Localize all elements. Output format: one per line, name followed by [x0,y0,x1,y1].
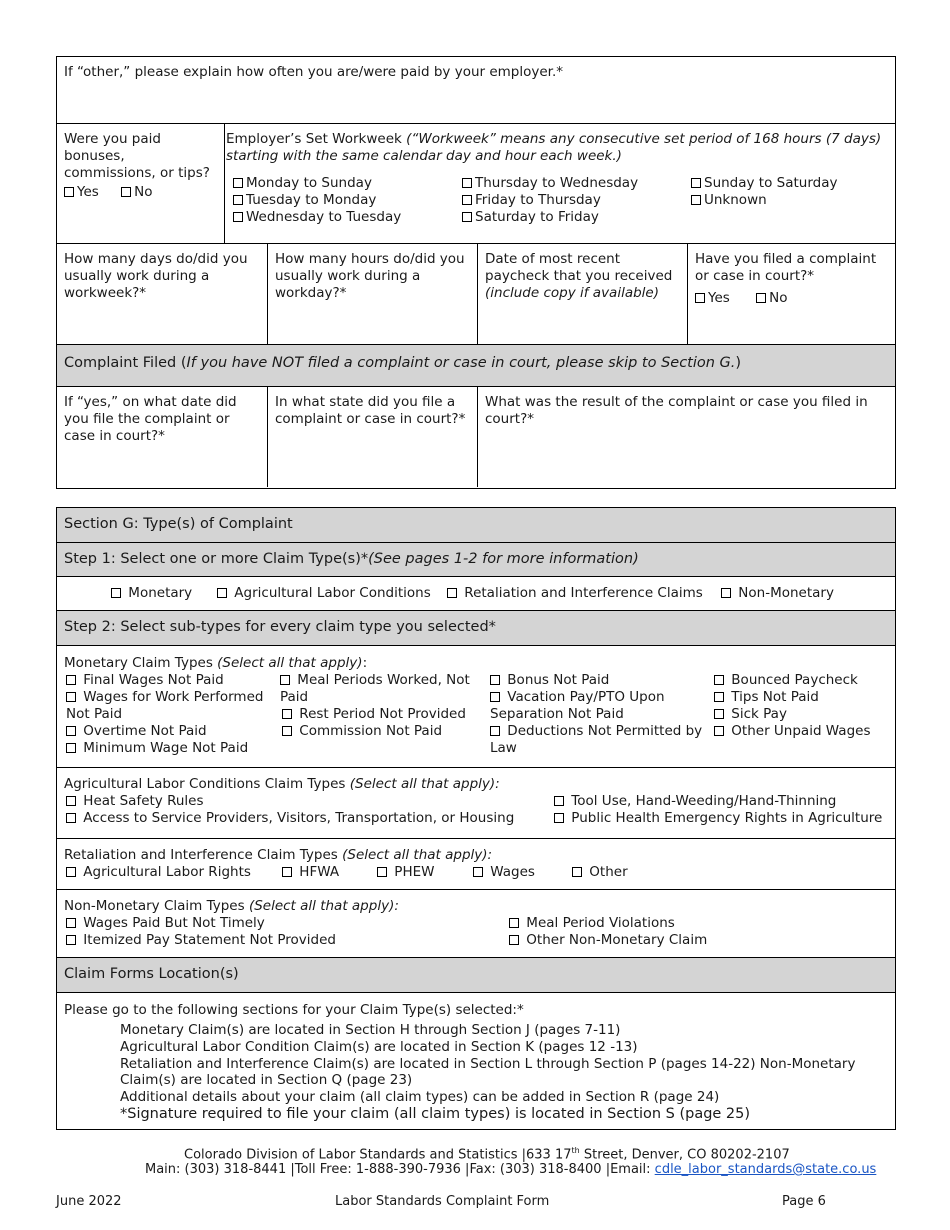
monetary-checkbox[interactable] [490,692,500,702]
nonmon-checkbox[interactable] [509,918,519,928]
filed-no-label: No [769,290,788,306]
ret-label: Other [589,864,628,880]
section-g-header [57,508,895,543]
ag-checkbox[interactable] [66,796,76,806]
footer-form-name: Labor Standards Complaint Form [335,1194,550,1209]
bonuses-cell [57,124,224,243]
monetary-label: Rest Period Not Provided [299,706,466,722]
other-explain-field[interactable] [57,57,895,123]
claim-forms-intro: Please go to the following sections for your Claim Type(s) selected:* [64,1002,524,1018]
monetary-checkbox[interactable] [66,743,76,753]
monetary-label-cont: Law [490,740,517,756]
step2-title: Step 2: Select sub-types for every claim type you selected* [64,619,496,635]
ag-label: Public Health Emergency Rights in Agriculture [571,810,883,826]
workweek-option: Wednesday to Tuesday [246,209,402,225]
nonmon-label: Itemized Pay Statement Not Provided [83,932,336,948]
monetary-checkbox[interactable] [66,726,76,736]
workweek-checkbox[interactable] [691,178,701,188]
complaint-details-row [57,387,895,487]
monetary-checkbox[interactable] [490,675,500,685]
claim-type-label: Retaliation and Interference Claims [464,585,703,601]
monetary-label: Bounced Paycheck [731,672,858,688]
claim-type-row [57,577,895,611]
ret-label: PHEW [394,864,435,880]
ag-title: Agricultural Labor Conditions Claim Types [64,776,346,792]
monetary-label-cont: Paid [280,689,309,705]
claim-type-label: Monetary [128,585,193,601]
monetary-label: Deductions Not Permitted by [507,723,703,739]
step1-note: (See pages 1-2 for more information) [368,551,639,567]
bonuses-question: Were you paid bonuses, commissions, or tips? [64,131,210,181]
footer-address-text: Colorado Division of Labor Standards and Statistics |633 17 [184,1147,572,1163]
ret-label: Wages [490,864,535,880]
monetary-label: Wages for Work Performed [83,689,264,705]
bonuses-yes-checkbox[interactable] [64,187,74,197]
claim-type-checkbox[interactable] [217,588,227,598]
monetary-label-cont: Separation Not Paid [490,706,624,722]
monetary-label: Final Wages Not Paid [83,672,224,688]
filed-cell [687,244,895,344]
monetary-label: Tips Not Paid [731,689,819,705]
claim-forms-line: Agricultural Labor Condition Claim(s) are located in Section K (pages 12 -13) [120,1039,638,1055]
email-link[interactable]: cdle_labor_standards@state.co.us [654,1162,877,1177]
complaint-result-question: What was the result of the complaint or case you filed in court?* [485,394,868,427]
footer-address [184,1146,790,1162]
monetary-label: Commission Not Paid [299,723,443,739]
complaint-filed-header [57,345,895,387]
section-g-table [56,507,896,1130]
monetary-label: Sick Pay [731,706,787,722]
monetary-label: Bonus Not Paid [507,672,610,688]
workweek-checkbox[interactable] [233,178,243,188]
monetary-checkbox[interactable] [280,675,290,685]
workweek-checkbox[interactable] [462,178,472,188]
complaint-result-cell[interactable] [477,387,895,487]
claim-forms-title: Claim Forms Location(s) [64,966,239,982]
ret-checkbox[interactable] [473,867,483,877]
workweek-checkbox[interactable] [233,212,243,222]
monetary-label: Minimum Wage Not Paid [83,740,249,756]
paycheck-note: (include copy if available) [485,285,659,301]
workweek-checkbox[interactable] [462,212,472,222]
monetary-checkbox[interactable] [66,692,76,702]
complaint-state-cell[interactable] [267,387,477,487]
workweek-title: Employer’s Set Workweek [226,131,402,147]
complaint-date-cell[interactable] [57,387,267,487]
footer-contact [145,1162,876,1177]
ag-checkbox[interactable] [554,813,564,823]
workweek-option: Thursday to Wednesday [475,175,639,191]
hours-cell[interactable] [267,244,477,344]
claim-forms-line: Monetary Claim(s) are located in Section H through Section J (pages 7-11) [120,1022,621,1038]
work-schedule-row [57,244,895,345]
monetary-checkbox[interactable] [714,726,724,736]
claim-type-label: Agricultural Labor Conditions [234,585,431,601]
select-all-note: (Select all that apply): [342,847,493,863]
workweek-checkbox[interactable] [233,195,243,205]
footer-contact-text: Main: (303) 318-8441 |Toll Free: 1-888-390-7936 |Fax: (303) 318-8400 |Email: [145,1162,655,1177]
complaint-filed-close: ) [735,355,742,371]
agricultural-subtypes [57,768,895,839]
ret-checkbox[interactable] [572,867,582,877]
claim-forms-header [57,958,895,993]
workweek-definition: (“Workweek” means any consecutive set period of 168 hours (7 days) starting with the same calendar day and hour each week.) [226,131,882,164]
workweek-option: Sunday to Saturday [704,175,838,191]
footer-date: June 2022 [56,1194,122,1209]
complaint-state-question: In what state did you file a complaint or case in court?* [275,394,466,427]
claim-type-label: Non-Monetary [738,585,834,601]
section-g-title: Section G: Type(s) of Complaint [64,516,293,532]
other-explain-row [57,57,895,124]
nonmon-label: Meal Period Violations [526,915,675,931]
nonmon-title: Non-Monetary Claim Types [64,898,245,914]
bonuses-no-checkbox[interactable] [121,187,131,197]
retaliation-subtypes [57,839,895,890]
nonmonetary-subtypes [57,890,895,958]
select-all-note: (Select all that apply): [349,776,500,792]
step2-header [57,611,895,646]
ag-label: Access to Service Providers, Visitors, Transportation, or Housing [83,810,515,826]
ag-checkbox[interactable] [554,796,564,806]
nonmon-checkbox[interactable] [66,935,76,945]
workweek-option: Monday to Sunday [246,175,372,191]
monetary-checkbox[interactable] [66,675,76,685]
step1-header [57,543,895,577]
footer-address-sup: th [571,1146,580,1155]
ret-title: Retaliation and Interference Claim Types [64,847,338,863]
monetary-checkbox[interactable] [714,675,724,685]
hours-question: How many hours do/did you usually work during a workday?* [275,251,465,301]
claim-type-checkbox[interactable] [721,588,731,598]
nonmon-label: Wages Paid But Not Timely [83,915,265,931]
paycheck-cell[interactable] [477,244,687,344]
ag-label: Heat Safety Rules [83,793,204,809]
claim-type-checkbox[interactable] [111,588,121,598]
ret-label: Agricultural Labor Rights [83,864,251,880]
ret-checkbox[interactable] [377,867,387,877]
select-all-note: (Select all that apply) [217,655,363,671]
days-cell[interactable] [57,244,267,344]
nonmon-label: Other Non-Monetary Claim [526,932,708,948]
claim-forms-body [57,993,895,1129]
workweek-checkbox[interactable] [462,195,472,205]
monetary-label: Overtime Not Paid [83,723,207,739]
ret-label: HFWA [299,864,340,880]
workweek-checkbox[interactable] [691,195,701,205]
monetary-label-cont: Not Paid [66,706,123,722]
bonus-workweek-row [57,124,895,244]
monetary-label: Other Unpaid Wages [731,723,871,739]
claim-forms-line: Retaliation and Interference Claim(s) are located in Section L through Section P (pages 14-22) Non-Monetary [120,1056,856,1072]
employment-details-table [56,56,896,489]
monetary-title: Monetary Claim Types [64,655,213,671]
monetary-checkbox[interactable] [282,726,292,736]
nonmon-checkbox[interactable] [66,918,76,928]
claim-type-checkbox[interactable] [447,588,457,598]
filed-no-checkbox[interactable] [756,293,766,303]
bonuses-no-label: No [134,184,153,200]
workweek-option: Tuesday to Monday [246,192,377,208]
footer-address-text-end: Street, Denver, CO 80202-2107 [579,1147,790,1163]
select-all-note: (Select all that apply): [248,898,399,914]
workweek-option: Friday to Thursday [475,192,601,208]
monetary-checkbox[interactable] [490,726,500,736]
filed-yes-checkbox[interactable] [695,293,705,303]
claim-forms-line: Claim(s) are located in Section Q (page 23) [120,1072,413,1088]
complaint-filed-title: Complaint Filed ( [64,355,187,371]
complaint-filed-note: If you have NOT filed a complaint or case in court, please skip to Section G. [186,355,736,371]
workweek-cell [224,124,895,243]
ret-checkbox[interactable] [282,867,292,877]
filed-question: Have you filed a complaint or case in court?* [695,251,877,284]
ag-checkbox[interactable] [66,813,76,823]
monetary-label: Vacation Pay/PTO Upon [507,689,665,705]
paycheck-question: Date of most recent paycheck that you received [485,251,673,284]
claim-forms-line: Additional details about your claim (all claim types) can be added in Section R (page 24) [120,1089,720,1105]
step1-title: Step 1: Select one or more Claim Type(s)* [64,551,369,567]
monetary-label: Meal Periods Worked, Not [297,672,470,688]
footer-page-number: Page 6 [782,1194,826,1209]
ag-label: Tool Use, Hand-Weeding/Hand-Thinning [571,793,837,809]
workweek-option: Saturday to Friday [475,209,599,225]
monetary-checkbox[interactable] [282,709,292,719]
filed-yes-label: Yes [708,290,730,306]
complaint-date-question: If “yes,” on what date did you file the complaint or case in court?* [64,394,237,444]
other-explain-label: If “other,” please explain how often you are/were paid by your employer.* [64,64,564,80]
nonmon-checkbox[interactable] [509,935,519,945]
monetary-subtypes: Monetary Claim Types (Select all that apply): Final Wages Not Paid Wages for Work Performed Not Paid Overtime Not Paid Minimum Wage Not Paid Meal Periods Worked, Not Paid Rest Period Not Provided Commission Not Paid Bonus Not Paid Vacation Pay/PTO Upon Separation Not Paid Deductions Not Permitted by Law Bounced Paycheck Tips Not Paid Sick Pay Other Unpaid Wages [57,646,895,768]
monetary-checkbox[interactable] [714,692,724,702]
ret-checkbox[interactable] [66,867,76,877]
bonuses-yes-label: Yes [77,184,99,200]
monetary-checkbox[interactable] [714,709,724,719]
claim-forms-signature-line: *Signature required to file your claim (all claim types) is located in Section S (page 25) [120,1106,751,1122]
workweek-option: Unknown [704,192,767,208]
days-question: How many days do/did you usually work during a workweek?* [64,251,248,301]
